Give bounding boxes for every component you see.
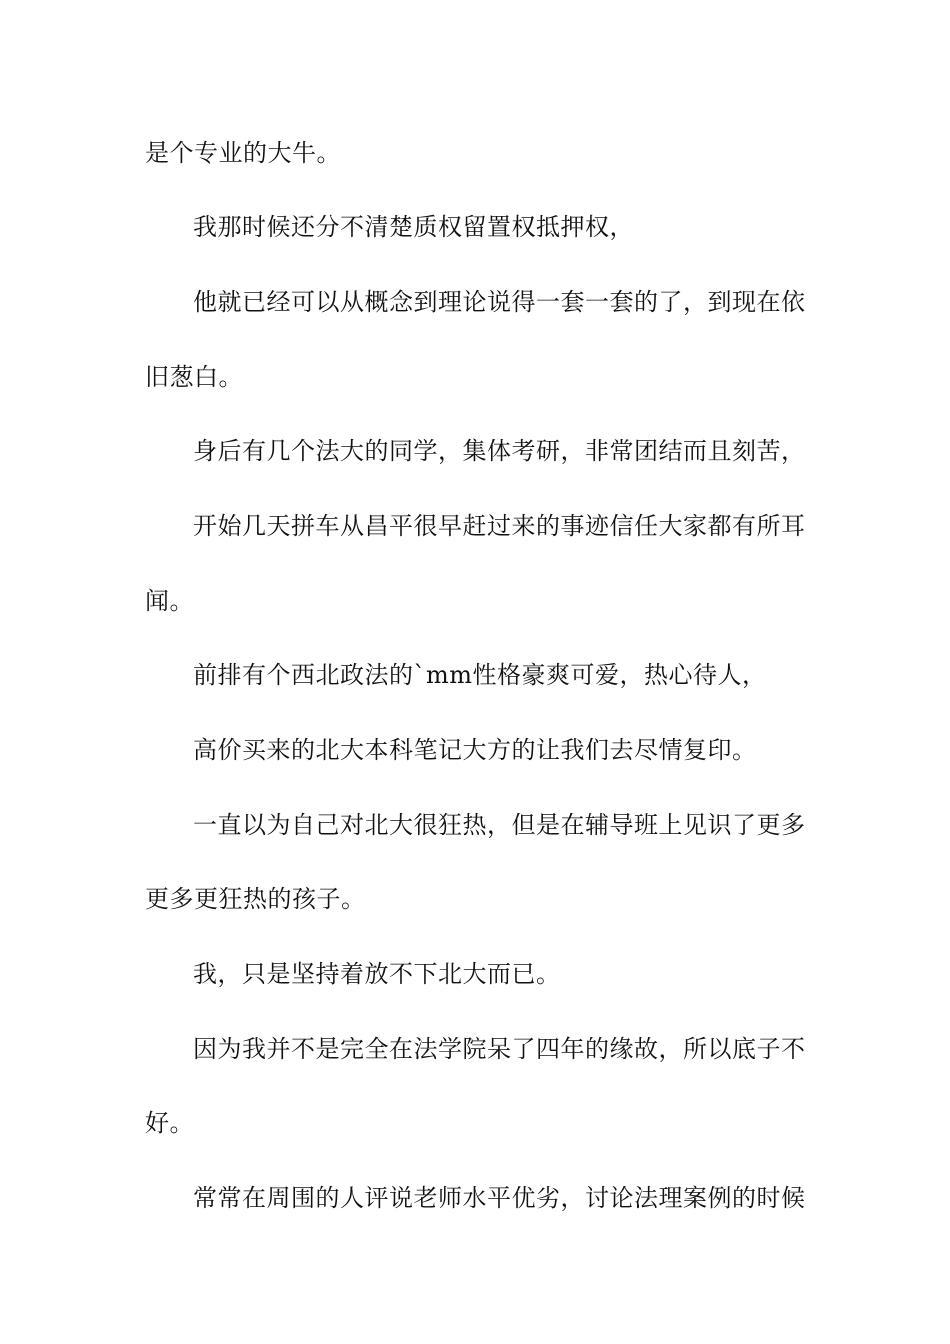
text-line: 是个专业的大牛。 xyxy=(145,139,341,167)
text-line: 旧葱白。 xyxy=(145,363,243,391)
text-line: 因为我并不是完全在法学院呆了四年的缘故，所以底子不 xyxy=(193,1035,806,1063)
text-line: 更多更狂热的孩子。 xyxy=(145,885,366,913)
text-line: 我那时候还分不清楚质权留置权抵押权， xyxy=(193,213,634,241)
text-line: 闻。 xyxy=(145,587,194,615)
text-line: 一直以为自己对北大很狂热，但是在辅导班上见识了更多 xyxy=(193,811,806,839)
text-line: 他就已经可以从概念到理论说得一套一套的了，到现在依 xyxy=(193,288,806,316)
text-line: 开始几天拼车从昌平很早赶过来的事迹信任大家都有所耳 xyxy=(193,512,806,540)
text-line: 常常在周围的人评说老师水平优劣，讨论法理案例的时候 xyxy=(193,1184,806,1212)
text-line: 好。 xyxy=(145,1109,194,1137)
text-line: 前排有个西北政法的`mm性格豪爽可爱，热心待人， xyxy=(193,661,767,689)
text-line: 身后有几个法大的同学，集体考研，非常团结而且刻苦， xyxy=(193,437,806,465)
text-line: 高价买来的北大本科笔记大方的让我们去尽情复印。 xyxy=(193,736,757,764)
text-line: 我，只是坚持着放不下北大而已。 xyxy=(193,960,561,988)
